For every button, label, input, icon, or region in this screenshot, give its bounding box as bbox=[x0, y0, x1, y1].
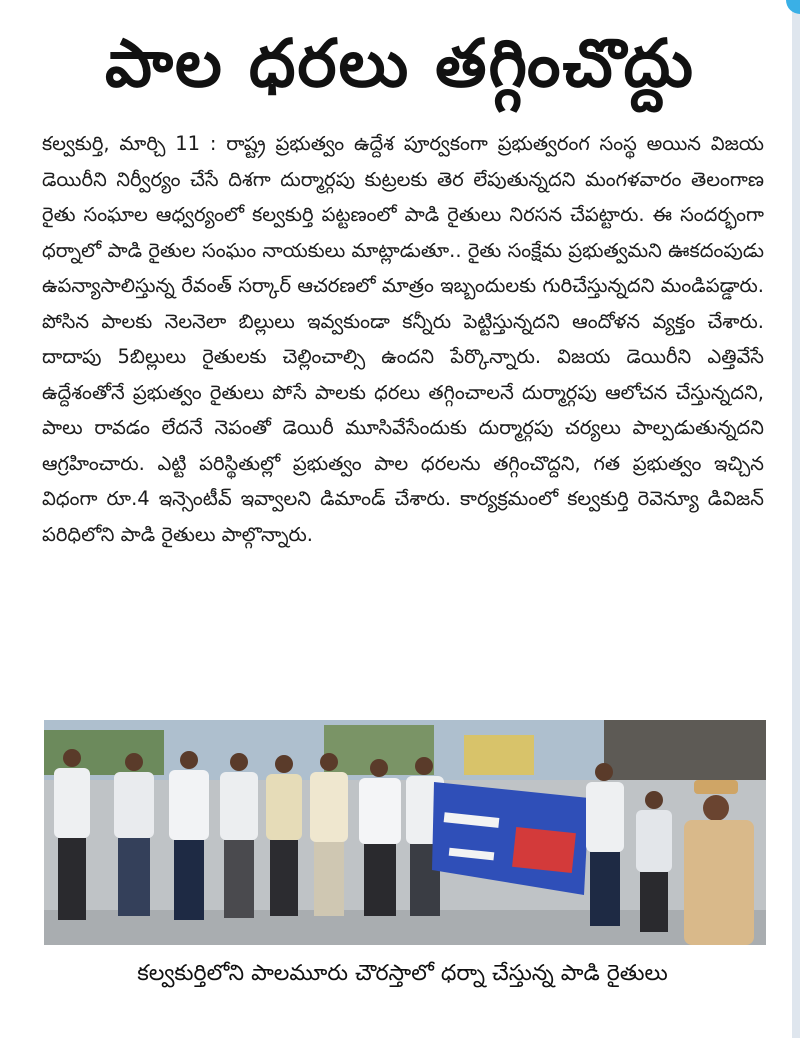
article-headline: పాల ధరలు తగ్గించొద్దు bbox=[105, 25, 695, 102]
article-body: కల్వకుర్తి, మార్చి 11 : రాష్ట్ర ప్రభుత్వం ఉద్దేశ పూర్వకంగా ప్రభుత్వరంగ సంస్థ అయిన విజయ డెయిరీని నిర్వీర్యం చేసే దిశగా దుర్మార్గపు కుట్రలకు తెర లేపుతున్నదని మంగళవారం తెలంగాణ రైతు సంఘాల ఆధ్వర్యంలో కల్వకుర్తి పట్టణంలో పాడి రైతులు నిరసన చేపట్టారు. ఈ సందర్భంగా ధర్నాలో పాడి రైతుల సంఘం నాయకులు మాట్లాడుతూ.. రైతు సంక్షేమ ప్రభుత్వమని ఊకదంపుడు ఉపన్యాసాలిస్తున్న రేవంత్ సర్కార్ ఆచరణలో మాత్రం ఇబ్బందులకు గురిచేస్తున్నదని మండిపడ్డారు. పోసిన పాలకు నెలనెలా బిల్లులు ఇవ్వకుండా కన్నీరు పెట్టిస్తున్నదని ఆందోళన వ్యక్తం చేశారు. దాదాపు 5బిల్లులు రైతులకు చెల్లించాల్సి ఉందని పేర్కొన్నారు. విజయ డెయిరీని ఎత్తివేసే ఉద్దేశంతోనే ప్రభుత్వం రైతులు పోసే పాలకు ధరలు తగ్గించాలనే దుర్మార్గపు ఆలోచన చేస్తున్నదని, పాలు రావడం లేదనే నెపంతో డెయిరీ మూసివేసేందుకు దుర్మార్గపు చర్యలు పాల్పడుతున్నదని ఆగ్రహించారు. ఎట్టి పరిస్థితుల్లో ప్రభుత్వం పాల ధరలను తగ్గించొద్దని, గత ప్రభుత్వం ఇచ్చిన విధంగా రూ.4 ఇన్సెంటీవ్ ఇవ్వాలని డిమాండ్ చేశారు. కార్యక్రమంలో కల్వకుర్తి రెవెన్యూ డివిజన్ పరిధిలోని పాడి రైతులు పాల్గొన్నారు. bbox=[42, 132, 764, 546]
vehicle bbox=[464, 735, 534, 775]
page-edge-rule bbox=[792, 0, 800, 1038]
photo-caption: కల్వకుర్తిలోని పాలమూరు చౌరస్తాలో ధర్నా చేస్తున్న పాడి రైతులు bbox=[137, 961, 668, 986]
shop-front bbox=[604, 720, 766, 780]
corner-marker bbox=[786, 0, 800, 14]
protest-photo-illustration bbox=[44, 720, 766, 945]
protest-photo bbox=[44, 720, 766, 945]
